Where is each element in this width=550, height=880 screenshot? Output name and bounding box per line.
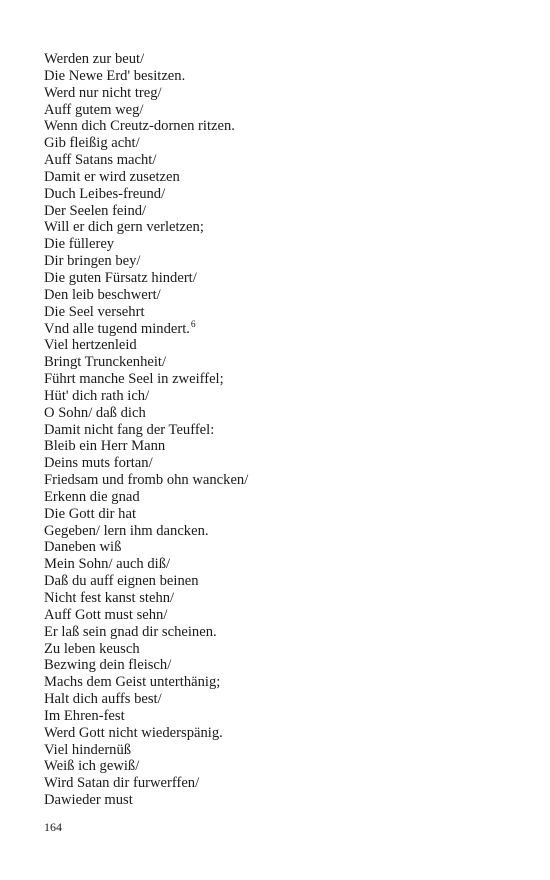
poem-line-text: Werd Gott nicht wiederspänig. <box>44 724 223 741</box>
poem-line-text: Werd nur nicht treg/ <box>44 84 162 101</box>
poem-line <box>44 775 248 792</box>
poem-line <box>44 304 248 321</box>
poem-line-text: Die guten Fürsatz hindert/ <box>44 269 197 286</box>
poem-line <box>44 388 248 405</box>
poem-line <box>44 556 248 573</box>
footnote-marker: 6 <box>190 319 196 330</box>
poem-line-text: Will er dich gern verletzen; <box>44 219 204 236</box>
poem-line <box>44 489 248 506</box>
poem-line-text: Führt manche Seel in zweiffel; <box>44 371 224 388</box>
poem-line <box>44 657 248 674</box>
poem-line-text: Die Seel versehrt <box>44 303 145 320</box>
poem-line <box>44 371 248 388</box>
poem-line-text: Vnd alle tugend mindert. <box>44 320 190 337</box>
poem-line-text: Auff gutem weg/ <box>44 101 144 118</box>
poem-line <box>44 85 248 102</box>
poem-line <box>44 506 248 523</box>
poem-line-text: Dir bringen bey/ <box>44 253 141 270</box>
poem-line <box>44 253 248 270</box>
poem-line <box>44 438 248 455</box>
poem-line-text: Viel hindernüß <box>44 741 132 758</box>
poem-text <box>44 51 248 809</box>
poem-line <box>44 523 248 540</box>
poem-line <box>44 287 248 304</box>
page-number: 164 <box>44 820 62 834</box>
poem-line-text: Viel hertzenleid <box>44 337 137 354</box>
poem-line <box>44 135 248 152</box>
poem-line-text: Er laß sein gnad dir scheinen. <box>44 623 217 640</box>
poem-line <box>44 758 248 775</box>
poem-line-text: Friedsam und fromb ohn wancken/ <box>44 472 249 489</box>
poem-line-text: Bringt Trunckenheit/ <box>44 354 167 371</box>
poem-line-text: Damit er wird zusetzen <box>44 168 180 185</box>
poem-line <box>44 691 248 708</box>
poem-line <box>44 539 248 556</box>
poem-line <box>44 102 248 119</box>
poem-line <box>44 219 248 236</box>
poem-line <box>44 641 248 658</box>
poem-line <box>44 708 248 725</box>
poem-line-text: Auff Satans macht/ <box>44 152 157 169</box>
poem-line-text: Im Ehren-fest <box>44 707 125 724</box>
poem-line <box>44 203 248 220</box>
poem-line <box>44 337 248 354</box>
poem-line-text: Duch Leibes-freund/ <box>44 185 166 202</box>
poem-line <box>44 624 248 641</box>
poem-line-text: Erkenn die gnad <box>44 488 140 505</box>
poem-line-text: Bezwing dein fleisch/ <box>44 657 172 674</box>
poem-line-text: Hüt' dich rath ich/ <box>44 387 150 404</box>
poem-line-text: Machs dem Geist unterthänig; <box>44 674 221 691</box>
poem-line <box>44 573 248 590</box>
poem-line-text: Daneben wiß <box>44 539 122 556</box>
poem-line <box>44 51 248 68</box>
poem-line <box>44 405 248 422</box>
poem-line-text: O Sohn/ daß dich <box>44 404 146 421</box>
poem-line <box>44 725 248 742</box>
poem-line <box>44 118 248 135</box>
poem-line-text: Auff Gott must sehn/ <box>44 606 168 623</box>
poem-line <box>44 321 248 338</box>
poem-line-text: Halt dich auffs best/ <box>44 691 162 708</box>
poem-line-text: Werden zur beut/ <box>44 51 145 67</box>
poem-line <box>44 236 248 253</box>
poem-line <box>44 152 248 169</box>
poem-line-text: Damit nicht fang der Teuffel: <box>44 421 215 438</box>
poem-line <box>44 68 248 85</box>
poem-line-text: Wenn dich Creutz-dornen ritzen. <box>44 118 235 135</box>
poem-line-text: Zu leben keusch <box>44 640 140 657</box>
poem-line-text: Der Seelen feind/ <box>44 202 147 219</box>
poem-line <box>44 186 248 203</box>
poem-line <box>44 590 248 607</box>
poem-line-text: Wird Satan dir furwerffen/ <box>44 775 200 792</box>
poem-line <box>44 674 248 691</box>
poem-line-text: Gegeben/ lern ihm dancken. <box>44 522 209 539</box>
poem-line <box>44 792 248 809</box>
poem-line-text: Mein Sohn/ auch diß/ <box>44 556 171 573</box>
poem-line-text: Die Newe Erd' besitzen. <box>44 67 186 84</box>
poem-line-text: Den leib beschwert/ <box>44 286 161 303</box>
poem-line-text: Die füllerey <box>44 236 115 253</box>
poem-line <box>44 455 248 472</box>
poem-line <box>44 270 248 287</box>
poem-line <box>44 169 248 186</box>
poem-line <box>44 607 248 624</box>
poem-line-text: Dawieder must <box>44 792 133 809</box>
poem-line <box>44 472 248 489</box>
poem-line-text: Bleib ein Herr Mann <box>44 438 166 455</box>
poem-line-text: Gib fleißig acht/ <box>44 135 140 152</box>
poem-line-text: Die Gott dir hat <box>44 505 137 522</box>
poem-line <box>44 422 248 439</box>
poem-line <box>44 354 248 371</box>
poem-line-text: Nicht fest kanst stehn/ <box>44 590 175 606</box>
poem-line-text: Deins muts fortan/ <box>44 455 153 472</box>
poem-line-text: Daß du auff eignen beinen <box>44 573 199 590</box>
poem-line <box>44 742 248 759</box>
poem-line-text: Weiß ich gewiß/ <box>44 758 140 775</box>
